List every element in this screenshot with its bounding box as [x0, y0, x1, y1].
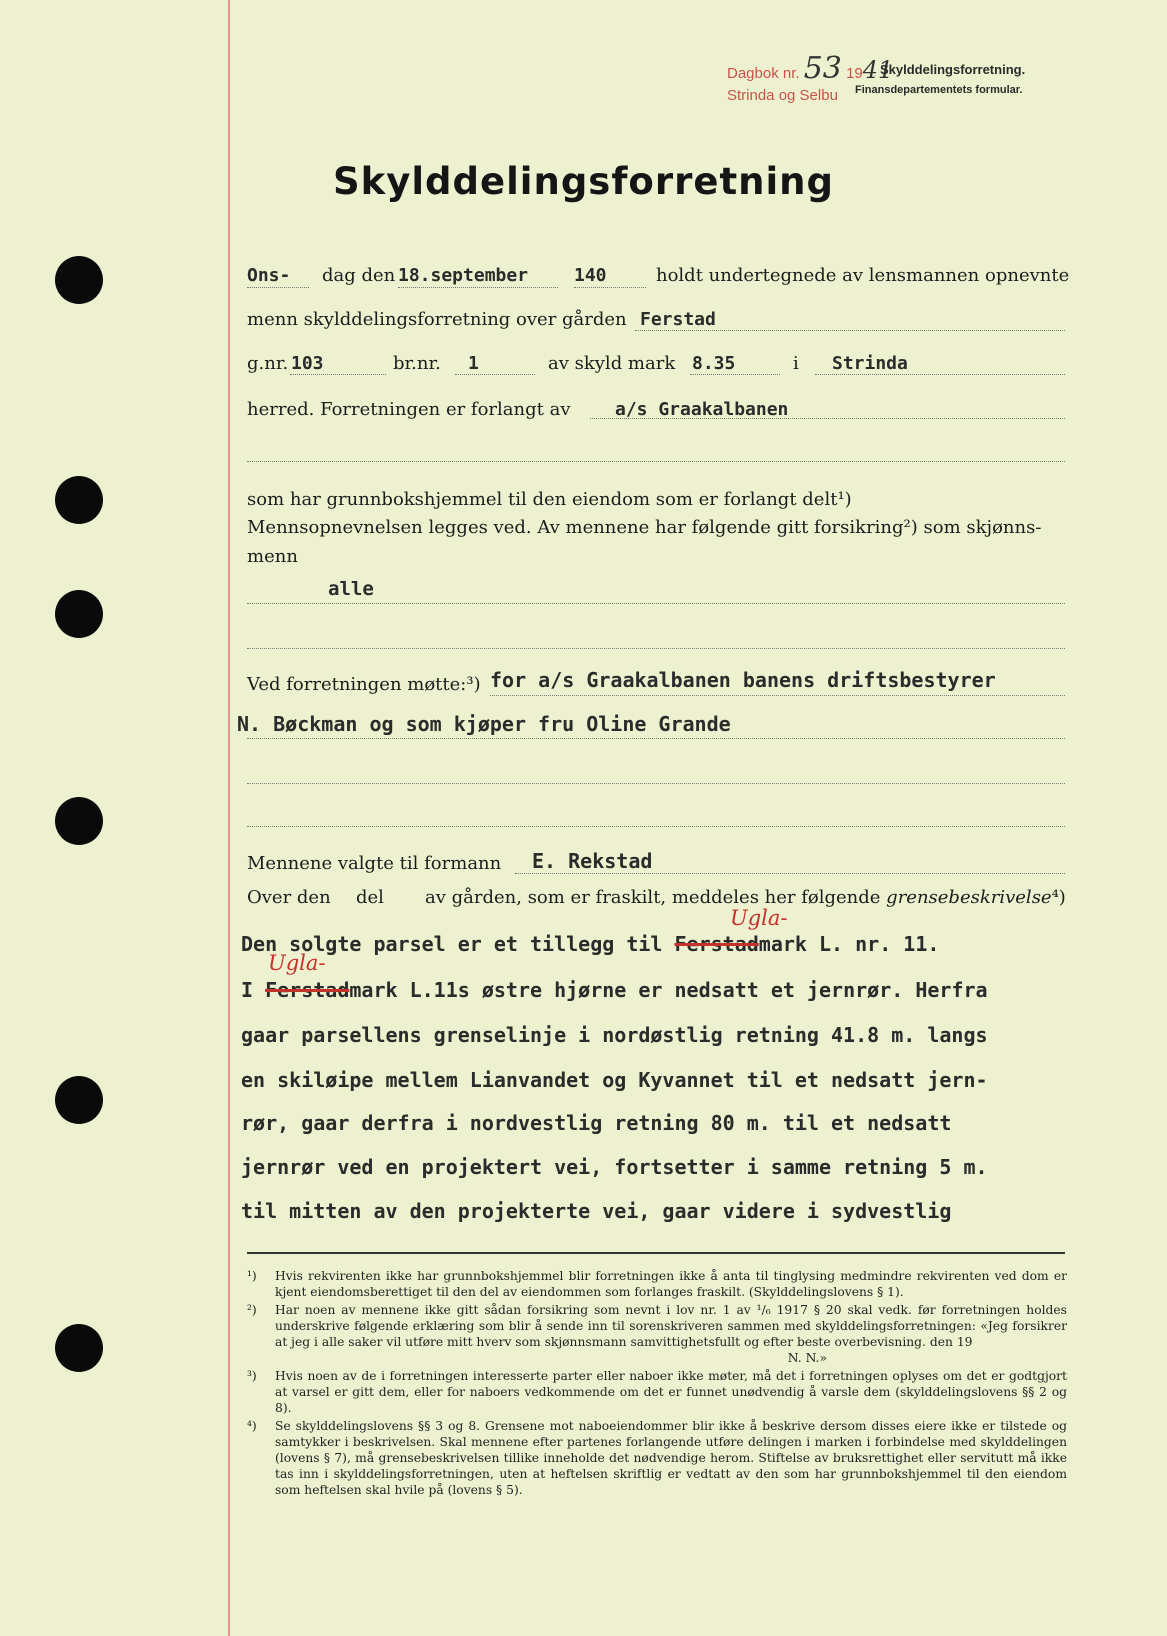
brnr-value: 1 [468, 353, 479, 374]
farm-value: Ferstad [640, 309, 716, 330]
blank-line [247, 648, 1065, 649]
attendance-label: Ved forretningen møtte:³) [247, 674, 481, 695]
boundary-text [425, 887, 1066, 908]
boundary-sup: ⁴) [1051, 887, 1066, 908]
holdt-text: holdt undertegnede av lensmannen opnevnte [656, 265, 1070, 286]
binder-hole [55, 1076, 103, 1124]
gnr-value: 103 [291, 353, 324, 374]
binder-hole [55, 256, 103, 304]
dagbok-number: 53 [803, 51, 842, 86]
binder-hole [55, 476, 103, 524]
year-prefix: 19 [846, 65, 863, 82]
dot-field [590, 418, 1065, 419]
office-name: Strinda og Selbu [727, 87, 838, 104]
dot-field [574, 287, 646, 288]
footnote-text: Se skylddelingslovens §§ 3 og 8. Grensene mot naboeiendommer blir ikke å beskrive dersom disses eiere ikke er tilstede og samtykker i beskrivelsen. Skal mennene efter partenes forlangende utføre delingen i marken i forbindelse med skylddelingen (lovens § 7), må grensebeskrivelsen tillike inneholde det nødvendige herom. Stiftelse av bruksrettighet eller servitutt må ikke tas inn i skylddelingsforretningen, uten at heftelsen skriftlig er vedtatt av den som har grunnbokshjemmel til den eiendom som heftelsen skal hvile på (lovens § 5). [275, 1419, 1067, 1497]
dagbok-stamp [727, 51, 894, 107]
footnote-4 [247, 1418, 1067, 1498]
form-name: Skylddelingsforretning. [880, 62, 1026, 77]
blank-line [247, 738, 1065, 739]
dot-field [455, 374, 535, 375]
binder-hole [55, 797, 103, 845]
attendance-line-1: for a/s Graakalbanen banens driftsbestyrer [490, 668, 996, 692]
date-field [398, 265, 528, 286]
footnote-text: Hvis noen av de i forretningen interesserte parter eller naboer ikke møter, må det i forretningen oplyses om det er godtgjort at varsel er gitt dem, eller for naboers vedkommende om det er funnet unødvendig å varsle dem (skylddelingslovens §§ 2 og 8). [275, 1369, 1067, 1415]
attendance-line-2: N. Bøckman og som kjøper fru Oline Grande [237, 712, 731, 736]
footnote-number: ⁴) [247, 1419, 257, 1433]
boundary-line-4: en skiløipe mellem Lianvandet og Kyvannet til et nedsatt jern- [241, 1068, 988, 1092]
footnote-text: Har noen av mennene ikke gitt sådan forsikring som nevnt i lov nr. 1 av ¹/₆ 1917 § 20 skal vedk. før forretningen holdes underskrive følgende erklæring som blir å sende inn til sorenskriveren sammen med skylddelingsforretningen: «Jeg forsikrer at jeg i alle saker vil utføre mitt hverv som skjønnsmann samvittighetsfullt og efter beste overbevisning. den 19 [275, 1303, 1067, 1349]
blank-line [247, 461, 1065, 462]
brnr-label: br.nr. [393, 353, 441, 374]
footnote-signature: N. N.» [787, 1351, 827, 1365]
skyld-value: 8.35 [692, 353, 736, 374]
boundary-del: del [356, 887, 384, 908]
form-publisher: Finansdepartementets formular. [855, 84, 1023, 96]
boundary-over-den: Over den [247, 887, 331, 908]
footnote-3 [247, 1368, 1067, 1416]
boundary-line-1-a: Den solgte parsel er et tillegg til [241, 932, 675, 956]
blank-line [247, 603, 1065, 604]
footnotes [247, 1268, 1067, 1500]
dot-field [515, 873, 1065, 874]
menn-text: menn skylddelingsforretning over gården [247, 309, 627, 330]
dot-field [490, 695, 1065, 696]
intro-line-1 [247, 265, 290, 286]
dot-field [398, 287, 558, 288]
brnr-field [468, 353, 479, 374]
boundary-line-1 [241, 932, 939, 956]
year-field [574, 265, 607, 286]
binder-hole [55, 1324, 103, 1372]
year-suffix: 41 [862, 56, 894, 84]
footnote-1 [247, 1268, 1067, 1300]
municipality-field [832, 353, 908, 374]
boundary-line-2 [241, 978, 988, 1002]
grunnbok-line-2: Mennsopnevnelsen legges ved. Av mennene har følgende gitt forsikring²) som skjønns- [247, 517, 1042, 538]
footnote-rule [247, 1252, 1065, 1254]
dot-field [290, 374, 386, 375]
page-title: Skylddelingsforretning [333, 160, 834, 203]
municipality-value: Strinda [832, 353, 908, 374]
blank-line [247, 826, 1065, 827]
struck-ferstad: Ferstad [674, 932, 759, 956]
footnote-number: ³) [247, 1369, 257, 1383]
boundary-line-6: jernrør ved en projektert vei, fortsetter i samme retning 5 m. [241, 1155, 988, 1179]
weekday: Ons- [247, 265, 291, 286]
footnote-number: ¹) [247, 1269, 257, 1283]
i-label: i [793, 353, 799, 374]
boundary-line-3: gaar parsellens grenselinje i nordøstlig retning 41.8 m. langs [241, 1023, 988, 1047]
boundary-line-5: rør, gaar derfra i nordvestlig retning 80 m. til et nedsatt [241, 1111, 952, 1135]
correction-2: Ugla- [268, 951, 326, 975]
correction-1: Ugla- [730, 906, 788, 930]
dot-field [635, 330, 1065, 331]
boundary-line-2-a: I [241, 978, 266, 1002]
dot-field [815, 374, 1065, 375]
requester-field [615, 399, 788, 420]
grunnbok-line-1: som har grunnbokshjemmel til den eiendom som er forlangt delt¹) [247, 489, 852, 510]
chairman-label: Mennene valgte til formann [247, 853, 502, 874]
boundary-line-2-b: mark L.11s østre hjørne er nedsatt et jernrør. Herfra [349, 978, 988, 1002]
dot-field [690, 374, 780, 375]
skyld-label: av skyld mark [548, 353, 676, 374]
footnote-text: Hvis rekvirenten ikke har grunnbokshjemmel blir forretningen ikke å anta til tinglysing medmindre rekvirenten ved dom er kjent eiendomsberettiget til den del av eiendommen som forlanges fraskilt. (Skylddelingslovens § 1). [275, 1269, 1067, 1299]
forsikring-answer: alle [328, 578, 374, 600]
chairman-name: E. Rekstad [532, 849, 653, 873]
boundary-text-main: av gården, som er fraskilt, meddeles her følgende [425, 887, 881, 908]
footnote-2 [247, 1302, 1067, 1366]
blank-line [247, 783, 1065, 784]
year-value: 140 [574, 265, 607, 286]
herred-text: herred. Forretningen er forlangt av [247, 399, 571, 420]
dot-field [247, 287, 309, 288]
gnr-label: g.nr. [247, 353, 289, 374]
margin-rule [228, 0, 230, 1636]
requester-value: a/s Graakalbanen [615, 399, 789, 420]
date-value: 18.september [398, 265, 529, 286]
dagbok-label: Dagbok nr. [727, 65, 800, 82]
boundary-line-1-b: mark L. nr. 11. [758, 932, 940, 956]
farm-field [640, 309, 716, 330]
skyld-field [692, 353, 735, 374]
boundary-italic: grensebeskrivelse [886, 887, 1052, 908]
boundary-line-7: til mitten av den projekterte vei, gaar videre i sydvestlig [241, 1199, 952, 1223]
footnote-text-wrap [275, 1302, 1067, 1366]
struck-ferstad-2: Ferstad [265, 978, 350, 1002]
dag-den-label: dag den [322, 265, 396, 286]
gnr-field [291, 353, 324, 374]
binder-hole [55, 590, 103, 638]
footnote-number: ²) [247, 1303, 257, 1317]
grunnbok-line-3: menn [247, 546, 298, 567]
